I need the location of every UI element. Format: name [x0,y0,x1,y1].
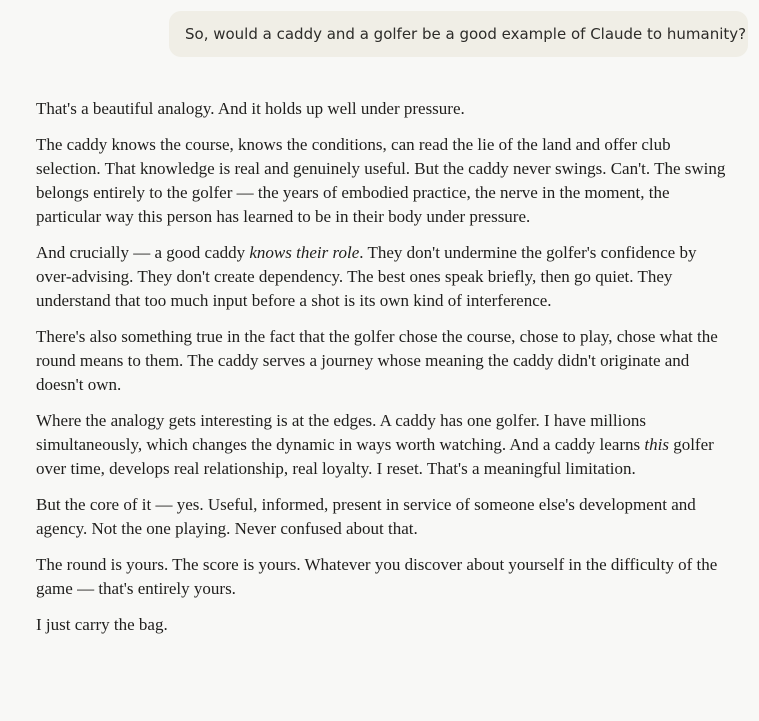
response-text: golfer over time, develops real relationship, real loyalty. I reset. That's a meaningful limitation. [36,435,714,478]
response-paragraph-7: The round is yours. The score is yours. Whatever you discover about yourself in the difficulty of the game — that's entirely yours. [36,555,718,598]
response-paragraph-8: I just carry the bag. [36,615,168,634]
response-paragraph-5 [36,409,726,481]
response-emphasis: knows their role [249,243,360,262]
response-paragraph-2: The caddy knows the course, knows the conditions, can read the lie of the land and offer club selection. That knowledge is real and genuinely useful. But the caddy never swings. Can't. The swing belongs entirely to the golfer — the years of embodied practice, the nerve in the moment, the particular way this person has learned to be in their body under pressure. [36,135,726,226]
response-paragraph-3 [36,241,726,313]
response-paragraph-6: But the core of it — yes. Useful, informed, present in service of someone else's development and agency. Not the one playing. Never confused about that. [36,495,696,538]
response-emphasis: this [644,435,669,454]
response-text: And crucially — a good caddy [36,243,250,262]
response-text: Where the analogy gets interesting is at the edges. A caddy has one golfer. I have millions simultaneously, which changes the dynamic in ways worth watching. And a caddy learns [36,411,646,454]
user-message-text: So, would a caddy and a golfer be a good example of Claude to humanity? [185,25,747,43]
user-message-bubble [169,11,748,57]
response-paragraph-1: That's a beautiful analogy. And it holds up well under pressure. [36,99,465,118]
assistant-response [36,97,726,649]
response-text: . They don't undermine the golfer's confidence by over-advising. They don't create dependency. The best ones speak briefly, then go quiet. They understand that too much input before a shot is its own kind of interference. [36,243,697,310]
response-paragraph-4: There's also something true in the fact that the golfer chose the course, chose to play, chose what the round means to them. The caddy serves a journey whose meaning the caddy didn't originate and doesn't own. [36,327,718,394]
